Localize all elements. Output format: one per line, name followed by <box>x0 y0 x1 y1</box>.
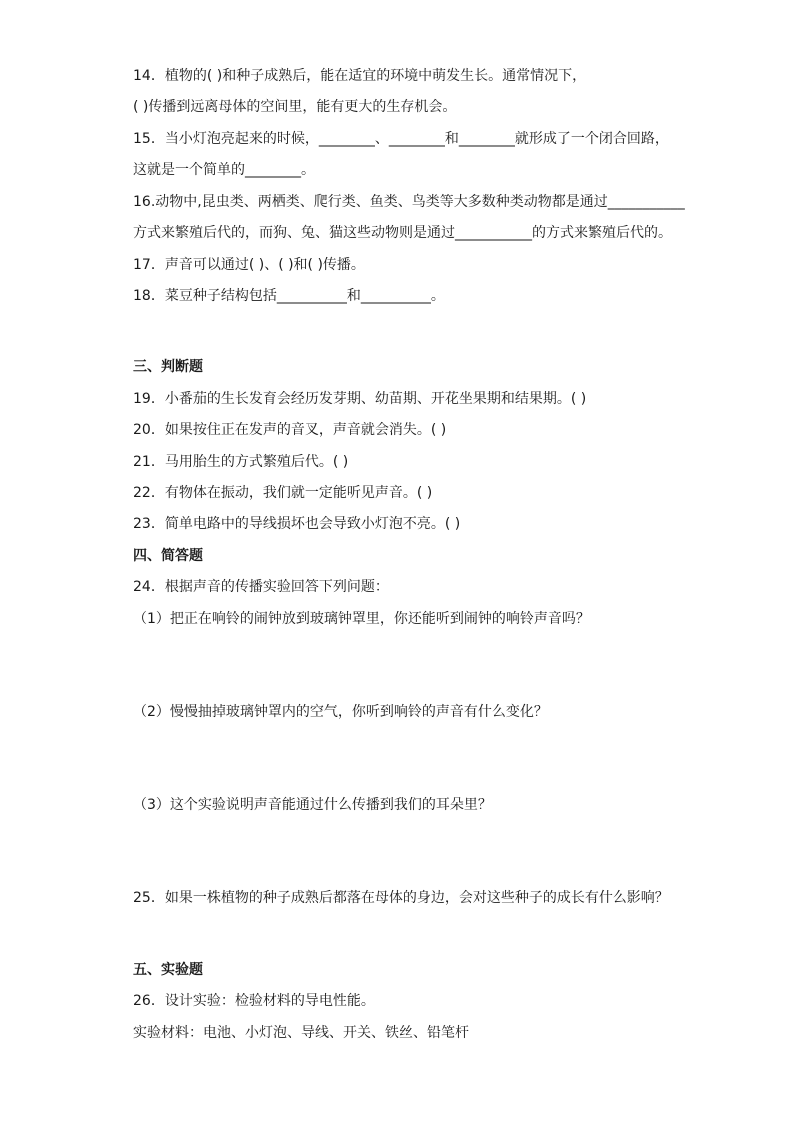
question-24-part-1: （1）把正在响铃的闹钟放到玻璃钟罩里，你还能听到闹钟的响铃声音吗？ <box>133 611 590 627</box>
section-experiment-heading: 五、实验题 <box>133 962 203 978</box>
question-15-line-1: 15．当小灯泡亮起来的时候，________、________和________就形成了一个闭合回路， <box>133 131 669 147</box>
question-20: 20．如果按住正在发声的音叉，声音就会消失。( ) <box>133 422 447 438</box>
question-26: 26．设计实验：检验材料的导电性能。 <box>133 993 375 1009</box>
question-18: 18．菜豆种子结构包括__________和__________。 <box>133 288 445 304</box>
question-16-line-2: 方式来繁殖后代的，而狗、兔、猫这些动物则是通过___________的方式来繁殖后代的。 <box>133 225 672 241</box>
question-24-part-2: （2）慢慢抽掉玻璃钟罩内的空气，你听到响铃的声音有什么变化？ <box>133 704 548 720</box>
question-14-line-1: 14．植物的( )和种子成熟后，能在适宜的环境中萌发生长。通常情况下， <box>133 68 587 84</box>
question-16-line-1: 16.动物中,昆虫类、两栖类、爬行类、鱼类、鸟类等大多数种类动物都是通过___________ <box>133 194 685 210</box>
question-19: 19．小番茄的生长发育会经历发芽期、幼苗期、开花坐果期和结果期。( ) <box>133 391 587 407</box>
question-24: 24．根据声音的传播实验回答下列问题： <box>133 579 389 595</box>
section-short-answer-heading: 四、简答题 <box>133 548 203 564</box>
question-25: 25．如果一株植物的种子成熟后都落在母体的身边，会对这些种子的成长有什么影响？ <box>133 890 669 906</box>
question-15-line-2: 这就是一个简单的________。 <box>133 162 315 178</box>
question-24-part-3: （3）这个实验说明声音能通过什么传播到我们的耳朵里？ <box>133 797 492 813</box>
question-14-line-2: ( )传播到远离母体的空间里，能有更大的生存机会。 <box>133 99 457 115</box>
question-22: 22．有物体在振动，我们就一定能听见声音。( ) <box>133 485 433 501</box>
question-21: 21．马用胎生的方式繁殖后代。( ) <box>133 454 349 470</box>
question-23: 23．简单电路中的导线损坏也会导致小灯泡不亮。( ) <box>133 516 461 532</box>
section-judge-heading: 三、判断题 <box>133 359 203 375</box>
question-17: 17．声音可以通过( )、( )和( )传播。 <box>133 257 365 273</box>
experiment-materials: 实验材料：电池、小灯泡、导线、开关、铁丝、铅笔杆 <box>133 1025 469 1041</box>
